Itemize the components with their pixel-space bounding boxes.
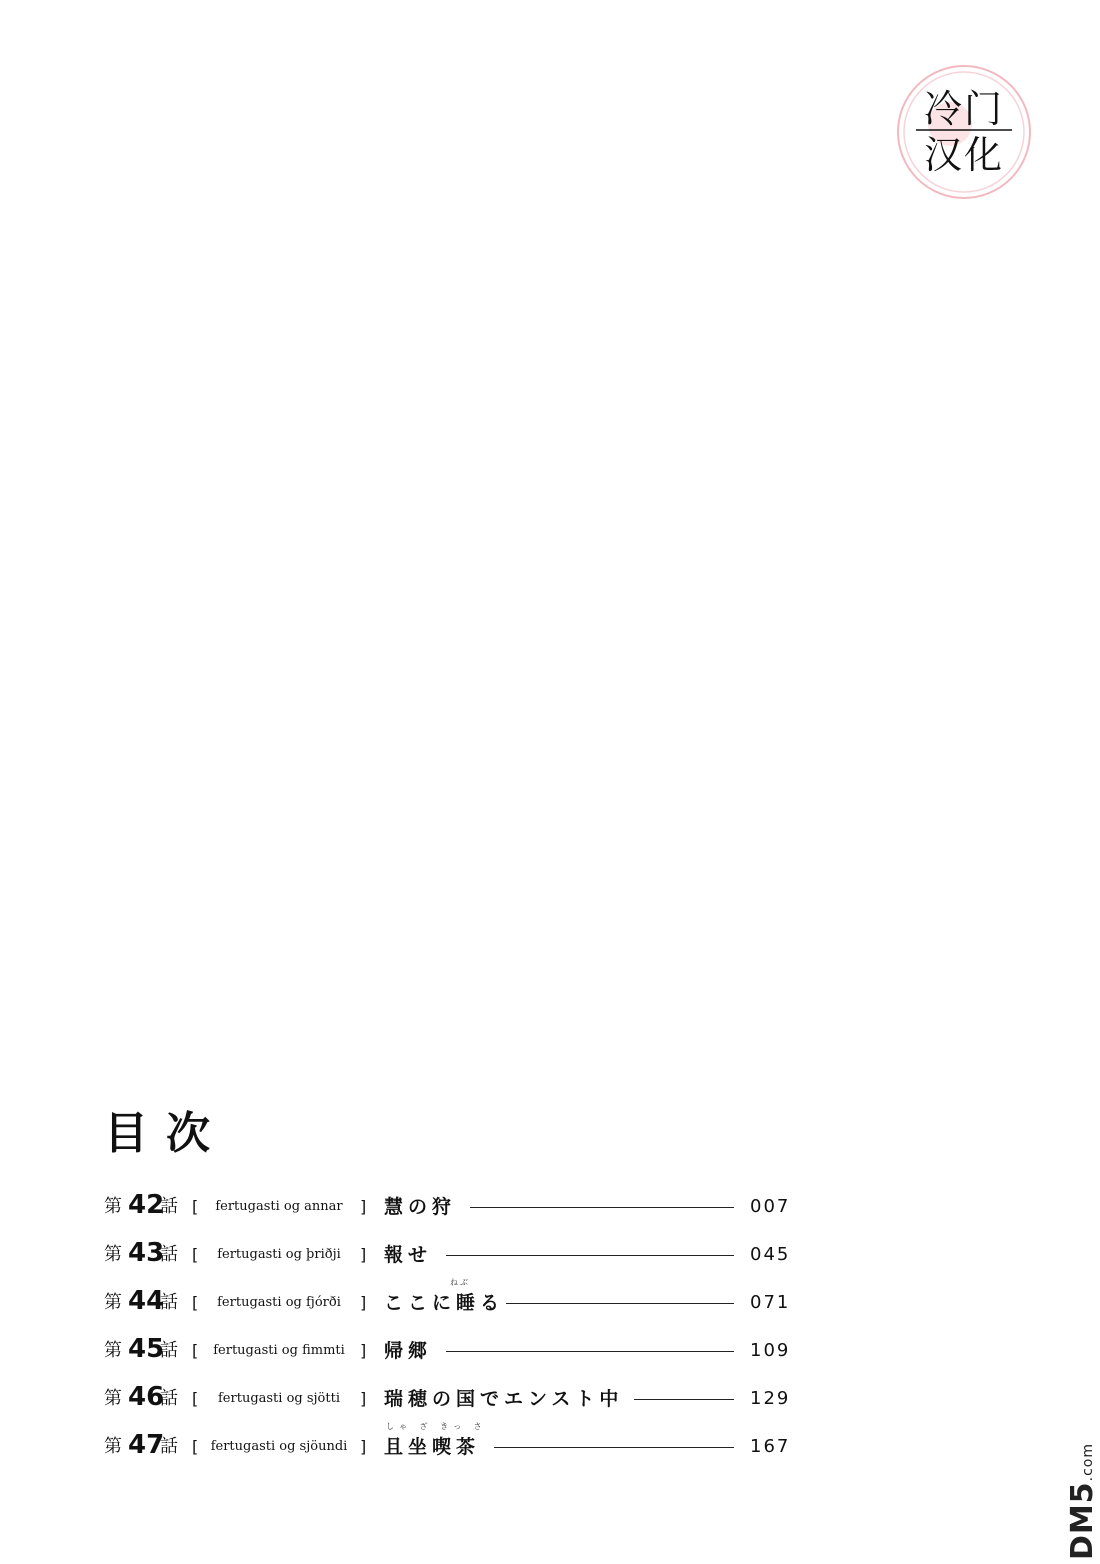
bracket-close: ]	[360, 1389, 367, 1408]
chapter-number: 46	[128, 1382, 165, 1412]
leader-line	[470, 1207, 734, 1208]
toc-title: 目次	[104, 1108, 228, 1159]
watermark-logo	[1065, 1443, 1100, 1560]
chapter-title: 且坐喫茶	[384, 1436, 481, 1458]
chapter-title: 慧の狩	[384, 1196, 457, 1218]
chapter-suffix: 話	[160, 1436, 178, 1457]
chapter-title-ruby: しゃ ざ きっ さ	[386, 1422, 487, 1431]
chapter-suffix: 話	[160, 1244, 178, 1265]
chapter-number: 43	[128, 1238, 165, 1268]
bracket-close: ]	[360, 1437, 367, 1456]
bracket-open: [	[192, 1197, 199, 1216]
chapter-prefix: 第	[104, 1244, 122, 1265]
chapter-suffix: 話	[160, 1340, 178, 1361]
chapter-title: ここに睡る	[384, 1292, 505, 1314]
bracket-close: ]	[360, 1197, 367, 1216]
bracket-close: ]	[360, 1245, 367, 1264]
toc-entry	[104, 1330, 804, 1378]
toc-entry	[104, 1234, 804, 1282]
toc-entry	[104, 1422, 804, 1474]
chapter-subtitle: fertugasti og þriðji	[217, 1247, 341, 1262]
chapter-prefix: 第	[104, 1292, 122, 1313]
page-number: 109	[750, 1340, 791, 1361]
chapter-subtitle: fertugasti og sjötti	[218, 1391, 340, 1406]
chapter-suffix: 話	[160, 1388, 178, 1409]
bracket-open: [	[192, 1389, 199, 1408]
leader-line	[506, 1303, 734, 1304]
page-number: 071	[750, 1292, 791, 1313]
seal-line-1: 冷门	[923, 87, 1004, 131]
seal-line-2: 汉化	[923, 133, 1004, 177]
watermark-suffix: .com	[1080, 1443, 1096, 1482]
chapter-subtitle: fertugasti og sjöundi	[210, 1439, 348, 1454]
chapter-title-ruby: ねぶ	[450, 1278, 470, 1287]
chapter-number: 45	[128, 1334, 165, 1364]
toc-entry	[104, 1378, 804, 1426]
toc-entry	[104, 1186, 804, 1234]
bracket-open: [	[192, 1341, 199, 1360]
chapter-suffix: 話	[160, 1292, 178, 1313]
chapter-number: 42	[128, 1190, 165, 1220]
seal-text	[896, 64, 1032, 200]
chapter-title: 報せ	[384, 1244, 433, 1266]
page-number: 007	[750, 1196, 791, 1217]
page-number: 045	[750, 1244, 791, 1265]
page-number: 129	[750, 1388, 791, 1409]
toc-entry	[104, 1278, 804, 1330]
chapter-prefix: 第	[104, 1196, 122, 1217]
chapter-title: 瑞穂の国でエンスト中	[384, 1388, 624, 1410]
chapter-suffix: 話	[160, 1196, 178, 1217]
leader-line	[446, 1351, 734, 1352]
chapter-number: 47	[128, 1430, 165, 1460]
chapter-prefix: 第	[104, 1388, 122, 1409]
chapter-subtitle: fertugasti og fimmti	[213, 1343, 345, 1358]
bracket-close: ]	[360, 1293, 367, 1312]
chapter-subtitle: fertugasti og fjórði	[217, 1295, 341, 1310]
leader-line	[494, 1447, 734, 1448]
group-seal-stamp	[896, 64, 1032, 200]
chapter-prefix: 第	[104, 1340, 122, 1361]
watermark-main: DM5	[1065, 1481, 1100, 1560]
toc-list	[104, 1186, 804, 1474]
leader-line	[634, 1399, 734, 1400]
chapter-subtitle: fertugasti og annar	[215, 1199, 343, 1214]
bracket-open: [	[192, 1245, 199, 1264]
bracket-open: [	[192, 1437, 199, 1456]
bracket-open: [	[192, 1293, 199, 1312]
page-number: 167	[750, 1436, 791, 1457]
chapter-number: 44	[128, 1286, 165, 1316]
chapter-title: 帰郷	[384, 1340, 433, 1362]
bracket-close: ]	[360, 1341, 367, 1360]
leader-line	[446, 1255, 734, 1256]
chapter-prefix: 第	[104, 1436, 122, 1457]
